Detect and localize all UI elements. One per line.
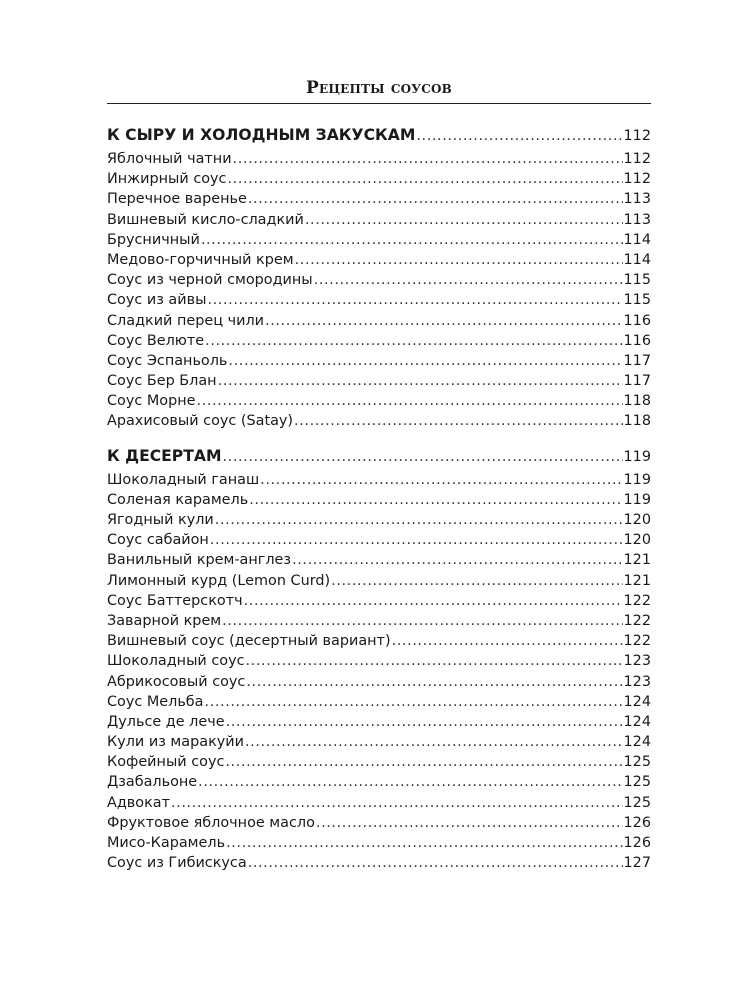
- toc-leader-dots: [416, 122, 622, 150]
- toc-entry[interactable]: [107, 772, 651, 792]
- toc-entry[interactable]: [107, 371, 651, 391]
- toc-leader-dots: [392, 631, 623, 651]
- toc-entry[interactable]: [107, 411, 651, 431]
- toc-entry[interactable]: [107, 712, 651, 732]
- toc-entry-page-number: 126: [623, 835, 651, 851]
- toc-leader-dots: [196, 391, 622, 411]
- toc-leader-dots: [198, 772, 622, 792]
- toc-section: [107, 121, 651, 432]
- toc-entry-title: Дзабальоне: [107, 774, 198, 791]
- toc-entry-page-number: 117: [623, 373, 651, 390]
- toc-entry-title: Соус Морне: [107, 393, 196, 410]
- toc-leader-dots: [314, 270, 623, 290]
- toc-heading-page-number: 112: [623, 128, 651, 144]
- toc-leader-dots: [331, 571, 622, 591]
- toc-entry[interactable]: [107, 250, 651, 270]
- toc-entry-title: Соус Эспаньоль: [107, 352, 228, 369]
- toc-entry[interactable]: [107, 351, 651, 371]
- toc-entry[interactable]: [107, 793, 651, 813]
- toc-entry-title: Заварной крем: [107, 612, 222, 629]
- toc-entry[interactable]: [107, 311, 651, 331]
- toc-entry-title: Соус сабайон: [107, 532, 209, 549]
- toc-leader-dots: [316, 813, 623, 833]
- toc-leader-dots: [210, 530, 623, 550]
- toc-leader-dots: [222, 443, 622, 471]
- toc-entry-title: Медово-горчичный крем: [107, 251, 294, 268]
- toc-heading-title: К СЫРУ И ХОЛОДНЫМ ЗАКУСКАМ: [107, 126, 416, 144]
- toc-leader-dots: [228, 351, 622, 371]
- toc-entry[interactable]: [107, 550, 651, 570]
- toc-entry-page-number: 123: [623, 673, 651, 690]
- toc-entry[interactable]: [107, 210, 651, 230]
- toc-entry-title: Ванильный крем-англез: [107, 552, 292, 569]
- toc-heading-page-number: 119: [623, 448, 651, 465]
- toc-leader-dots: [201, 230, 623, 250]
- toc-leader-dots: [222, 611, 622, 631]
- toc-entry-title: Фруктовое яблочное масло: [107, 814, 315, 831]
- toc-entry-page-number: 122: [623, 633, 651, 650]
- toc-leader-dots: [265, 311, 623, 331]
- toc-leader-dots: [205, 692, 623, 712]
- toc-entry[interactable]: [107, 270, 651, 290]
- toc-entry-title: Яблочный чатни: [107, 151, 232, 167]
- toc-entry-page-number: 125: [623, 794, 651, 811]
- toc-section-heading[interactable]: [107, 442, 651, 470]
- toc-entry[interactable]: [107, 853, 651, 873]
- toc-entry-title: Соленая карамель: [107, 491, 249, 508]
- toc-entry[interactable]: [107, 833, 651, 853]
- toc-entry-page-number: 115: [623, 292, 651, 309]
- toc-entry-page-number: 122: [623, 592, 651, 609]
- toc-leader-dots: [205, 331, 622, 351]
- toc-entry-page-number: 125: [623, 774, 651, 791]
- toc-entry-page-number: 113: [623, 191, 651, 208]
- toc-leader-dots: [218, 371, 623, 391]
- toc-entry[interactable]: [107, 692, 651, 712]
- toc-entry-page-number: 123: [623, 653, 651, 670]
- toc-entry[interactable]: [107, 672, 651, 692]
- toc-entry[interactable]: [107, 571, 651, 591]
- toc-leader-dots: [295, 250, 623, 270]
- toc-entry-page-number: 120: [623, 512, 651, 528]
- toc-entry-title: Соус из Гибискуса: [107, 855, 247, 872]
- toc-entry-title: Брусничный: [107, 231, 200, 248]
- toc-entry-page-number: 121: [623, 572, 651, 589]
- toc-entry-title: Ягодный кули: [107, 512, 214, 528]
- toc-leader-dots: [260, 470, 622, 490]
- toc-entry-title: Арахисовый соус (Satay): [107, 413, 294, 430]
- toc-entry-page-number: 114: [623, 231, 651, 248]
- toc-leader-dots: [171, 793, 623, 813]
- toc-entry-page-number: 126: [623, 814, 651, 831]
- toc-entry-title: Шоколадный соус: [107, 653, 245, 670]
- toc-leader-dots: [248, 189, 623, 209]
- toc-entry-page-number: 118: [623, 393, 651, 410]
- toc-entry-title: Перечное варенье: [107, 191, 247, 208]
- toc-entry-title: Сладкий перец чили: [107, 312, 265, 329]
- toc-entry-page-number: 122: [623, 612, 651, 629]
- toc-entry-title: Кофейный соус: [107, 754, 225, 771]
- toc-entry-page-number: 124: [623, 693, 651, 710]
- toc-entry[interactable]: [107, 169, 651, 189]
- toc-leader-dots: [248, 853, 623, 873]
- toc-entry-page-number: 113: [623, 211, 651, 228]
- toc-entry-title: Шоколадный ганаш: [107, 471, 260, 488]
- toc-entry-page-number: 116: [623, 332, 651, 349]
- toc-leader-dots: [227, 169, 622, 189]
- toc-entry-page-number: 119: [623, 471, 651, 488]
- toc-leader-dots: [292, 550, 622, 570]
- toc-entry-title: Соус Баттерскотч: [107, 592, 243, 609]
- toc-entry-title: Соус из айвы: [107, 292, 207, 309]
- toc-leader-dots: [225, 752, 622, 772]
- page-header-title: Рецепты соусов: [306, 78, 452, 98]
- toc-entry-title: Соус Велюте: [107, 332, 205, 349]
- toc-entry[interactable]: [107, 391, 651, 411]
- toc-entry-page-number: 118: [623, 413, 651, 430]
- toc-leader-dots: [233, 149, 623, 169]
- toc-leader-dots: [246, 672, 622, 692]
- toc-leader-dots: [294, 411, 622, 431]
- toc-entry-page-number: 114: [623, 251, 651, 268]
- toc-leader-dots: [246, 651, 623, 671]
- toc-entry-page-number: 124: [623, 734, 651, 751]
- toc-leader-dots: [226, 833, 622, 853]
- toc-entry[interactable]: [107, 510, 651, 530]
- toc-entry-title: Мисо-Карамель: [107, 835, 226, 851]
- header-divider: [107, 103, 651, 104]
- toc-entry-page-number: 112: [623, 151, 651, 167]
- toc-entry[interactable]: [107, 611, 651, 631]
- table-of-contents: [107, 121, 651, 873]
- toc-entry-page-number: 119: [623, 491, 651, 508]
- toc-entry[interactable]: [107, 290, 651, 310]
- toc-entry-title: Абрикосовый соус: [107, 673, 246, 690]
- toc-section: [107, 442, 651, 874]
- toc-entry[interactable]: [107, 470, 651, 490]
- toc-leader-dots: [305, 210, 623, 230]
- toc-entry[interactable]: [107, 591, 651, 611]
- toc-leader-dots: [226, 712, 623, 732]
- toc-leader-dots: [245, 732, 623, 752]
- toc-entry[interactable]: [107, 149, 651, 169]
- toc-entry[interactable]: [107, 732, 651, 752]
- toc-entry-title: Адвокат: [107, 794, 170, 811]
- toc-heading-title: К ДЕСЕРТАМ: [107, 446, 222, 465]
- toc-entry-title: Вишневый соус (десертный вариант): [107, 633, 391, 650]
- toc-entry[interactable]: [107, 490, 651, 510]
- toc-entry[interactable]: [107, 752, 651, 772]
- toc-entry[interactable]: [107, 230, 651, 250]
- toc-entry-title: Вишневый кисло-сладкий: [107, 211, 304, 228]
- toc-leader-dots: [215, 510, 623, 530]
- toc-entry-page-number: 115: [623, 272, 651, 289]
- toc-entry[interactable]: [107, 813, 651, 833]
- toc-entry-title: Кули из маракуйи: [107, 734, 244, 751]
- toc-entry[interactable]: [107, 189, 651, 209]
- toc-leader-dots: [249, 490, 622, 510]
- toc-entry[interactable]: [107, 331, 651, 351]
- toc-entry-page-number: 124: [623, 713, 651, 730]
- toc-entry-page-number: 125: [623, 754, 651, 771]
- toc-entry[interactable]: [107, 651, 651, 671]
- toc-section-heading[interactable]: [107, 121, 651, 149]
- toc-entry-page-number: 116: [623, 312, 651, 329]
- toc-entry[interactable]: [107, 530, 651, 550]
- toc-entry-title: Инжирный соус: [107, 171, 227, 188]
- toc-leader-dots: [244, 591, 623, 611]
- toc-entry-title: Дульсе де лече: [107, 713, 225, 730]
- toc-entry-page-number: 112: [623, 171, 651, 188]
- toc-leader-dots: [207, 290, 622, 310]
- toc-entry-title: Лимонный курд (Lemon Curd): [107, 572, 331, 589]
- toc-entry-title: Соус Бер Блан: [107, 373, 217, 390]
- toc-entry-title: Соус из черной смородины: [107, 272, 313, 289]
- toc-entry-page-number: 121: [623, 552, 651, 569]
- toc-entry-page-number: 127: [623, 855, 651, 872]
- toc-entry[interactable]: [107, 631, 651, 651]
- toc-entry-page-number: 120: [623, 532, 651, 549]
- toc-entry-page-number: 117: [623, 352, 651, 369]
- toc-entry-title: Соус Мельба: [107, 693, 204, 710]
